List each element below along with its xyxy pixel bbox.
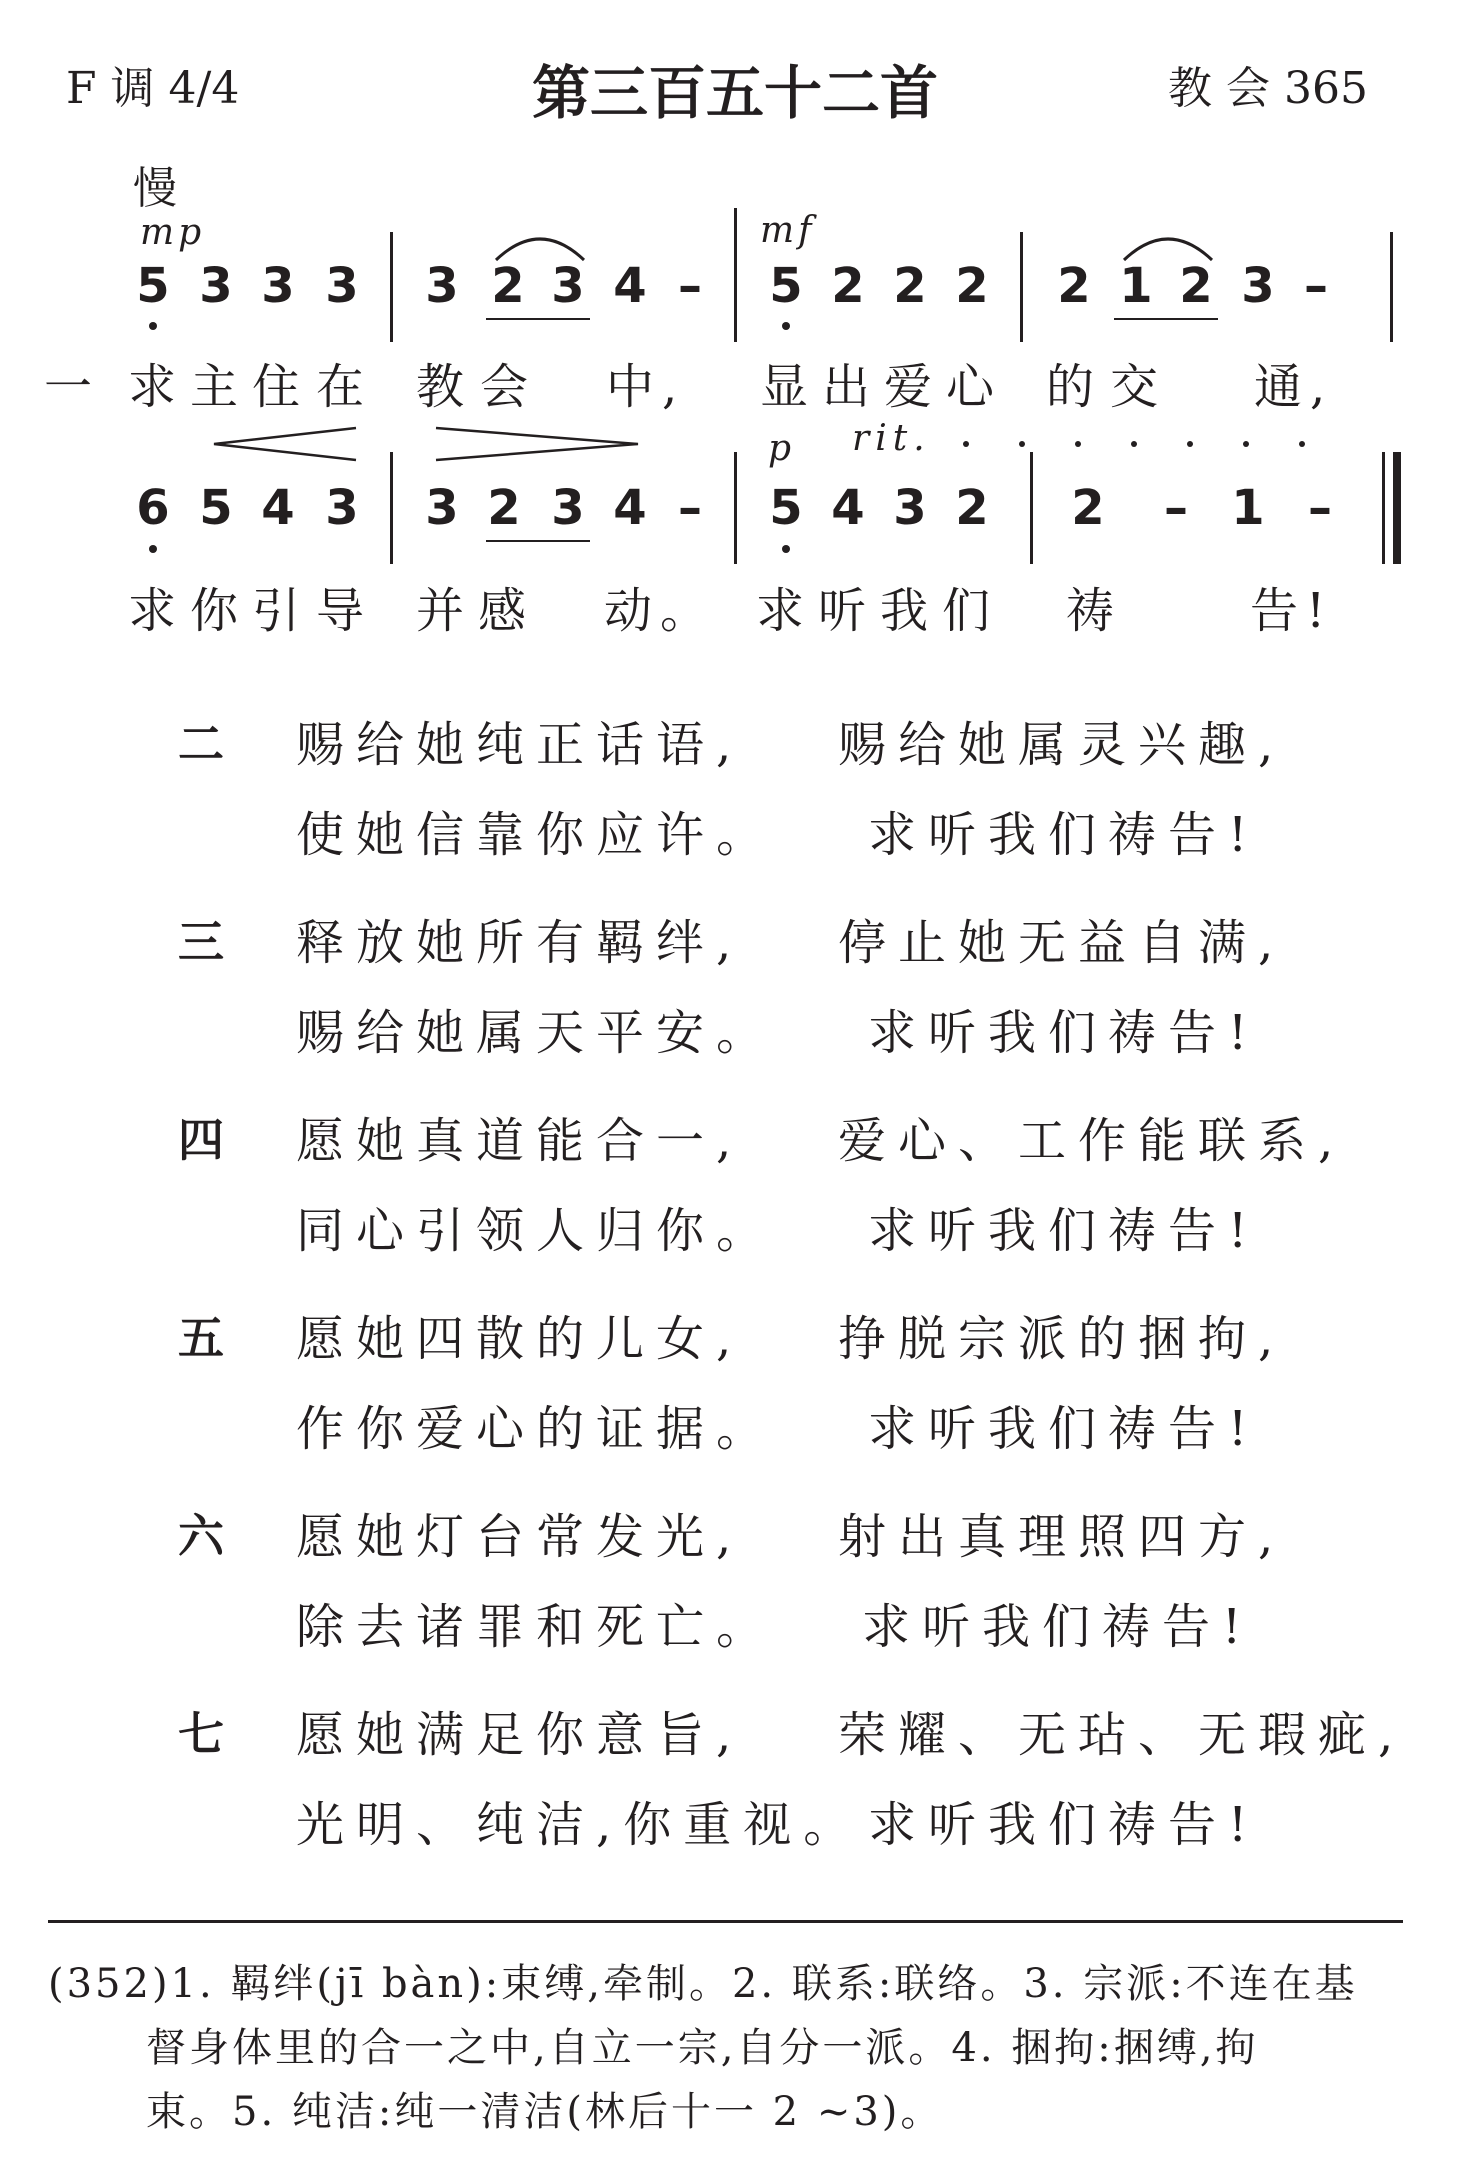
bar-line	[1030, 452, 1033, 564]
lyric: 们	[942, 583, 999, 639]
ritardando-marking: rit.	[852, 418, 931, 459]
verse-number: 三	[178, 915, 224, 969]
verse-line: 荣耀、无玷、无瑕疵,	[838, 1707, 1406, 1763]
lower-octave-dot	[782, 545, 790, 553]
decrescendo-hairpin	[432, 424, 642, 464]
lyric: 感	[478, 583, 535, 639]
beam-line	[486, 318, 590, 320]
note: 5	[769, 480, 803, 536]
lyric: 在	[316, 359, 373, 415]
note: 2	[1057, 258, 1091, 314]
bar-line	[390, 232, 393, 342]
verse-line: 愿她真道能合一,	[296, 1113, 744, 1169]
bar-line	[734, 208, 737, 342]
lyric: 求	[128, 583, 185, 639]
crescendo-hairpin	[210, 424, 360, 464]
dynamic-mf: mf	[760, 210, 816, 251]
verse-line: 愿她满足你意旨,	[296, 1707, 744, 1763]
verse-refrain: 求听我们祷告!	[868, 1005, 1260, 1061]
note: 3	[893, 480, 927, 536]
note: 2	[831, 258, 865, 314]
bar-line	[1020, 232, 1023, 342]
note: –	[1304, 258, 1328, 314]
verse-line: 停止她无益自满,	[838, 915, 1286, 971]
lyric: 告!	[1250, 583, 1334, 639]
lyric: 主	[190, 359, 247, 415]
verse-refrain: 求听我们祷告!	[868, 1797, 1260, 1853]
verse-line: 愿她四散的儿女,	[296, 1311, 744, 1367]
verse-line: 同心引领人归你。	[296, 1203, 777, 1259]
lyric: 祷	[1066, 583, 1123, 639]
hymn-title: 第三百五十二首	[531, 59, 938, 127]
verse-line: 射出真理照四方,	[838, 1509, 1286, 1565]
lyric: 教	[416, 359, 473, 415]
note: 2	[955, 480, 989, 536]
footnote-line: 束。5. 纯洁:纯一清洁(林后十一 2 ~3)。	[146, 2089, 944, 2135]
lyric: 爱	[884, 359, 941, 415]
lyric: 交	[1110, 359, 1167, 415]
note: 2	[487, 480, 521, 536]
note: –	[1164, 480, 1188, 536]
verse-number: 六	[178, 1509, 224, 1563]
verse-line: 使她信靠你应许。	[296, 807, 777, 863]
verse-number: 四	[178, 1113, 224, 1167]
note: 2	[955, 258, 989, 314]
tie-arc	[1120, 226, 1216, 262]
note: 1	[1119, 258, 1153, 314]
note: 5	[136, 258, 170, 314]
note: –	[678, 258, 702, 314]
dynamic-p: p	[768, 428, 796, 469]
lyric: 心	[946, 359, 1003, 415]
lyric: 导	[316, 583, 373, 639]
note: 4	[831, 480, 865, 536]
note: 3	[425, 480, 459, 536]
verse-line: 赐给她属灵兴趣,	[838, 717, 1286, 773]
beam-line	[1114, 318, 1218, 320]
lyric: 动。	[604, 583, 717, 639]
final-bar-line-thin	[1382, 452, 1385, 564]
lyric: 中,	[606, 359, 686, 415]
verse-refrain: 求听我们祷告!	[862, 1599, 1254, 1655]
note: 5	[769, 258, 803, 314]
lyric: 的	[1046, 359, 1103, 415]
tie-arc	[492, 226, 588, 262]
lyric: 求	[128, 359, 185, 415]
verse-line: 愿她灯台常发光,	[296, 1509, 744, 1565]
final-bar-line-thick	[1393, 452, 1401, 564]
tempo-marking: 慢	[133, 163, 177, 214]
note: 2	[893, 258, 927, 314]
lyric: 求	[756, 583, 813, 639]
verse-line: 作你爱心的证据。	[296, 1401, 777, 1457]
lyric: 显	[760, 359, 817, 415]
hymn-source: 教 会 365	[1168, 63, 1368, 114]
verse-refrain: 求听我们祷告!	[868, 807, 1260, 863]
note: 6	[136, 480, 170, 536]
dynamic-mp: mp	[140, 212, 206, 253]
note: 3	[551, 480, 585, 536]
verse-refrain: 求听我们祷告!	[868, 1203, 1260, 1259]
lyric: 听	[818, 583, 875, 639]
verse-line: 赐给她纯正话语,	[296, 717, 744, 773]
lower-octave-dot	[149, 322, 157, 330]
lyric: 会	[480, 359, 537, 415]
note: 3	[199, 258, 233, 314]
lyric: 你	[190, 583, 247, 639]
beam-line	[486, 540, 590, 542]
note: 3	[325, 480, 359, 536]
note: 5	[199, 480, 233, 536]
bar-line	[734, 452, 737, 564]
lyric: 出	[822, 359, 879, 415]
note: 3	[261, 258, 295, 314]
note: 3	[325, 258, 359, 314]
footnote-divider	[48, 1920, 1403, 1923]
lyric: 并	[416, 583, 473, 639]
note: 3	[425, 258, 459, 314]
note: –	[678, 480, 702, 536]
bar-line	[1390, 232, 1393, 342]
note: 2	[1179, 258, 1213, 314]
verse-line: 除去诸罪和死亡。	[296, 1599, 777, 1655]
note: 1	[1231, 480, 1265, 536]
note: 4	[613, 480, 647, 536]
bar-line	[390, 452, 393, 564]
verse-refrain: 求听我们祷告!	[868, 1401, 1260, 1457]
note: 4	[613, 258, 647, 314]
verse-number: 一	[44, 359, 101, 415]
verse-line: 光明、纯洁,你重视。	[296, 1797, 864, 1853]
footnote-line: 督身体里的合一之中,自立一宗,自分一派。4. 捆拘:捆缚,拘	[146, 2025, 1259, 2071]
note: –	[1308, 480, 1332, 536]
lyric: 我	[880, 583, 937, 639]
verse-number: 二	[178, 717, 224, 771]
verse-line: 释放她所有羁绊,	[296, 915, 744, 971]
note: 2	[1071, 480, 1105, 536]
note: 3	[551, 258, 585, 314]
verse-number: 五	[178, 1311, 224, 1365]
lyric: 引	[252, 583, 309, 639]
ritardando-dots	[960, 438, 1350, 450]
footnote-line: (352)1. 羁绊(jī bàn):束缚,牵制。2. 联系:联络。3. 宗派:不连在基	[48, 1961, 1358, 2007]
lyric: 通,	[1254, 359, 1334, 415]
note: 3	[1241, 258, 1275, 314]
key-signature: F 调 4/4	[66, 63, 240, 114]
verse-line: 爱心、工作能联系,	[838, 1113, 1346, 1169]
lower-octave-dot	[782, 322, 790, 330]
note: 2	[491, 258, 525, 314]
lower-octave-dot	[149, 545, 157, 553]
verse-line: 挣脱宗派的捆拘,	[838, 1311, 1286, 1367]
note: 4	[261, 480, 295, 536]
verse-number: 七	[178, 1707, 224, 1761]
lyric: 住	[252, 359, 309, 415]
verse-line: 赐给她属天平安。	[296, 1005, 777, 1061]
